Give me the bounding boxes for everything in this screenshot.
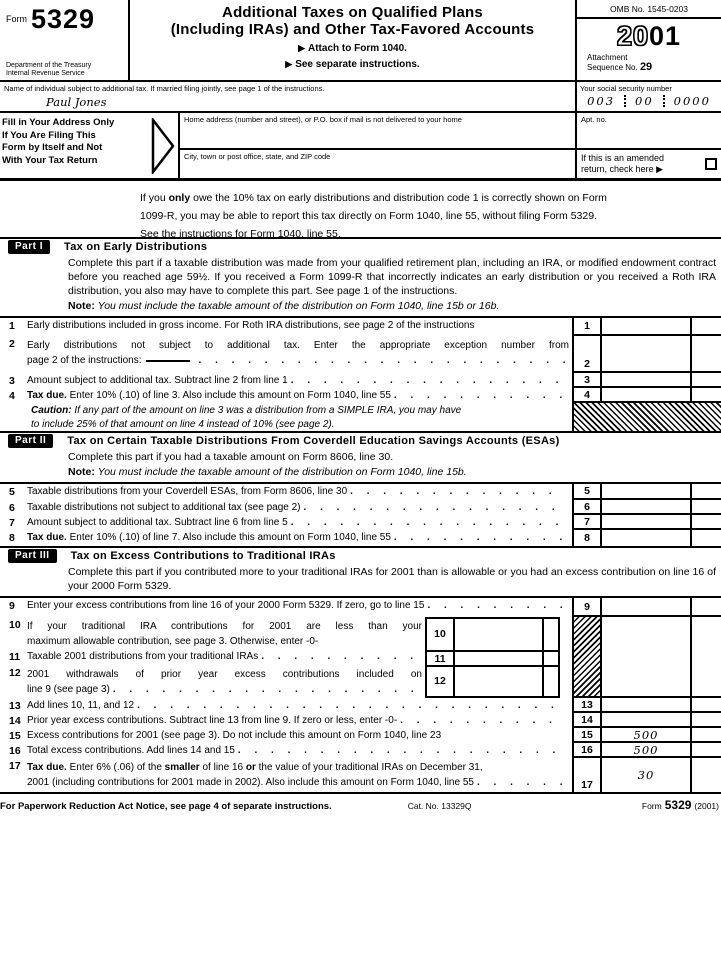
year-outline-digits: 20 [616,21,649,51]
line-number: 11 [9,651,21,663]
big-right-arrow-icon [151,118,175,174]
line-text: 2001 (including contributions for 2001 made in 2002). Also include this amount on Form 1040, line 55 [27,777,474,788]
omb-number: OMB No. 1545-0203 [577,0,721,19]
line-box-number: 2 [572,336,602,373]
line-box-number: 17 [572,758,602,792]
dotted-leader [400,715,566,726]
dotted-leader [137,700,566,711]
line-14-amount-field[interactable] [602,713,690,728]
line-number: 17 [9,760,21,772]
caution-row [0,403,721,431]
line-4-row [0,388,721,403]
line-16-cents-field[interactable] [690,743,721,758]
exception-number-blank[interactable] [146,353,190,362]
line-15-row [0,728,721,743]
line-text: Taxable distributions not subject to additional tax (see page 2) [27,502,301,513]
arrowhead-icon: ▶ [285,59,293,69]
line-text: Excess contributions for 2001 (see page 3). Do not include this amount on Form 1040, line 23 [27,730,442,741]
line-box-number: 6 [572,500,602,515]
line-6-row [0,500,721,515]
year-bold-digits: 01 [649,21,682,51]
part1-title: Tax on Early Distributions [64,240,208,253]
line-2-cents-field[interactable] [690,336,721,373]
dotted-leader [291,517,566,528]
line-box-number: 9 [572,598,602,617]
omb-year-block [575,0,721,80]
line-number: 13 [9,700,21,712]
department-line1: Department of the Treasury [6,62,92,69]
hatched-area [572,403,721,431]
part1-description: Complete this part if a taxable distribution was made from your qualified retirement plan, including an IRA, or modified endowment contract before you reached age 59½. If you received a Form 1099-R that incorrectly indicates an early distribution or you received a Roth IRA distribution, you also may have to complete this part. See page 1 of the instructions. Note: You must include the taxable amount of the distribution on Form 1040, line 15b or 16b. [0,254,721,318]
line-13-cents-field[interactable] [690,698,721,713]
form-number: 5329 [31,4,96,34]
line-number: 10 [9,619,21,631]
name-ssn-row [0,82,721,113]
line-3-cents-field[interactable] [690,373,721,388]
line-number: 3 [9,375,15,387]
line-6-cents-field[interactable] [690,500,721,515]
line-4-cents-field[interactable] [690,388,721,403]
line-7-row [0,515,721,530]
city-label: City, town or post office, state, and ZIP code [184,152,331,161]
line-text: maximum allowable contribution, see page 3. Otherwise, enter -0- [27,636,319,647]
line-number: 4 [9,390,15,402]
dotted-leader [394,532,566,543]
ssn-input[interactable]: 003 00 0000 [587,94,711,108]
line-text: page 2 of the instructions: [27,355,142,366]
dotted-leader [304,502,566,513]
ssn-label: Your social security number [580,84,672,93]
part2-description: Complete this part if you had a taxable amount on Form 8606, line 30. Note: You must include the taxable amount of the distribution on Form 1040, line 15b. [0,448,721,484]
line-text: Total excess contributions. Add lines 14 and 15 [27,745,235,756]
line-number: 9 [9,600,15,612]
form-title-line1: Additional Taxes on Qualified Plans [222,4,483,21]
line-8-row [0,530,721,546]
part3-header [0,546,721,563]
line-text: Amount subject to additional tax. Subtract line 6 from line 5 [27,517,288,528]
catalog-number: Cat. No. 13329Q [407,801,472,811]
line-box-number: 14 [572,713,602,728]
line-12-row [0,665,425,698]
name-field-block [0,82,575,111]
form-number-block [0,0,130,80]
line-box-number: 8 [572,530,602,546]
dotted-leader [238,745,566,756]
address-sidebar-note: Fill in Your Address Only If You Are Filing This Form by Itself and Not With Your Tax Return [0,113,178,178]
arrowhead-icon: ▶ [656,164,663,174]
lines-10-12-subtable [425,617,560,698]
ssn-block [575,82,721,111]
line-3-row [0,373,721,388]
hatched-number-column [572,617,602,698]
part3-title: Tax on Excess Contributions to Traditional IRAs [70,549,336,562]
line-15-cents-field[interactable] [690,728,721,743]
part2-title: Tax on Certain Taxable Distributions From Coverdell Education Savings Accounts (ESAs) [67,434,560,447]
line-number: 12 [9,667,21,679]
line-box-number: 15 [572,728,602,743]
dotted-leader [199,353,566,368]
form-word: Form [6,14,27,24]
part3-description: Complete this part if you contributed more to your traditional IRAs for 2001 than is allowable or you had an excess contribution on line 16 of your 2000 Form 5329. [0,563,721,598]
line-10-amount-field[interactable] [455,619,542,650]
city-state-zip-field[interactable] [180,150,575,178]
attach-instruction: ▶ Attach to Form 1040. [298,43,407,54]
line-number: 15 [9,730,21,742]
line-box-number: 16 [572,743,602,758]
home-address-label: Home address (number and street), or P.O. box if mail is not delivered to your home [184,115,462,124]
line-5-amount-field[interactable] [602,484,690,500]
line-11-row [0,649,425,665]
line-number: 2 [9,338,15,350]
line-12-amount-field[interactable] [455,667,542,696]
form-title-line2: (Including IRAs) and Other Tax-Favored Accounts [170,21,535,38]
dotted-leader [427,600,566,611]
line-1-amount-field[interactable] [602,318,690,336]
dotted-leader [394,390,566,401]
apt-label: Apt. no. [581,115,607,124]
line-10-row [0,617,425,649]
paperwork-notice: For Paperwork Reduction Act Notice, see page 4 of separate instructions. [0,801,332,812]
line-14-row [0,713,721,728]
empty-amount-area [602,617,690,698]
ssn-separator [663,95,665,107]
name-label: Name of individual subject to additional tax. If married filing jointly, see page 1 of the instructions. [4,84,325,93]
line-text: Prior year excess contributions. Subtract line 13 from line 9. If zero or less, enter -0- [27,715,398,726]
form-footer-id: Form 5329 (2001) [641,798,719,812]
form-header [0,0,721,82]
line-12-cents-field[interactable] [542,667,558,696]
line-box-number: 5 [572,484,602,500]
line-9-row [0,598,721,617]
line-15-amount-field[interactable]: 500 [602,728,690,743]
dotted-leader [113,682,419,697]
line-text: Early distributions not subject to additional tax. Enter the appropriate exception number from [27,340,569,351]
line-7-amount-field[interactable] [602,515,690,530]
dotted-leader [477,775,566,790]
line-text: Taxable distributions from your Coverdell ESAs, from Form 8606, line 30 [27,486,348,497]
address-block [0,113,721,181]
line-10-cents-field[interactable] [542,619,558,650]
amended-return-label: If this is an amended return, check here ▶ [581,153,665,174]
caution-text: Caution: If any part of the amount on line 3 was a distribution from a SIMPLE IRA, you may have to include 25% of that amount on line 4 instead of 10% (see page 2). [31,405,462,430]
line-number: 16 [9,745,21,757]
line-box-number: 11 [427,652,455,665]
arrowhead-icon: ▶ [298,43,305,53]
apt-amended-column [575,113,721,178]
line-9-cents-field[interactable] [690,598,721,617]
line-number: 8 [9,532,15,544]
line-8-cents-field[interactable] [690,530,721,546]
name-input[interactable]: Paul Jones [46,95,107,109]
part3-badge: Part III [8,549,57,563]
line-11-cents-field[interactable] [542,652,558,665]
line-16-row [0,743,721,758]
line-text: Taxable 2001 distributions from your traditional IRAs [27,651,259,662]
line-box-number: 10 [427,619,455,650]
ssn-separator [624,95,626,107]
empty-cents-area [690,617,721,698]
line-number: 5 [9,486,15,498]
line-text: Amount subject to additional tax. Subtract line 2 from line 1 [27,375,288,386]
line-17-cents-field[interactable] [690,758,721,792]
filing-notice: If you only owe the 10% tax on early distributions and distribution code 1 is correctly shown on Form 1099-R, you may be able to report this tax directly on Form 1040, line 55, without filing Form 5329. See the instructions for Form 1040, line 55. [140,192,607,240]
line-text: 2001 withdrawals of prior year excess contributions included on [27,669,422,680]
tax-year [577,21,721,51]
line-14-cents-field[interactable] [690,713,721,728]
line-text: line 9 (see page 3) [27,684,110,695]
line-5-row [0,484,721,500]
part1-badge: Part I [8,240,50,254]
form-footer [0,792,721,812]
line-text: Tax due. Enter 10% (.10) of line 7. Also include this amount on Form 1040, line 55 [27,532,391,543]
line-13-row [0,698,721,713]
department-block [6,62,124,78]
attachment-sequence: Attachment Sequence No. 29 [587,53,653,73]
line-1-cents-field[interactable] [690,318,721,336]
line-number: 14 [9,715,21,727]
line-text: Enter your excess contributions from line 16 of your 2000 Form 5329. If zero, go to line 15 [27,600,425,611]
line-4-amount-field[interactable] [602,388,690,403]
line-8-amount-field[interactable] [602,530,690,546]
dotted-leader [261,651,419,662]
address-fields [178,113,575,178]
line-17-amount-field[interactable]: 30 [637,768,655,782]
line-3-amount-field[interactable] [602,373,690,388]
line-box-number: 7 [572,515,602,530]
line-box-number: 4 [572,388,602,403]
amended-return-row [577,150,721,178]
line-number: 1 [9,320,15,332]
department-line2: Internal Revenue Service [6,70,85,77]
line-2-row [0,336,721,373]
line-box-number: 12 [427,667,455,696]
part1-header [0,237,721,254]
footer-form-number: 5329 [664,798,692,812]
home-address-field[interactable] [180,113,575,150]
line-text: If your traditional IRA contributions for 2001 are less than your [27,621,422,632]
dotted-leader [350,486,566,497]
lines-10-12-block [0,617,721,698]
line-text: Tax due. Enter 6% (.06) of the smaller of line 16 or the value of your traditional IRAs on December 31, [27,762,483,773]
line-7-cents-field[interactable] [690,515,721,530]
line-17-row [0,758,721,792]
apt-number-field[interactable] [577,113,721,150]
line-number: 6 [9,502,15,514]
form-title-block [130,0,575,80]
line-box-number: 1 [572,318,602,336]
see-instructions: ▶ See separate instructions. [285,59,420,70]
line-5-cents-field[interactable] [690,484,721,500]
amended-return-checkbox[interactable] [705,158,717,170]
line-text: Tax due. Enter 10% (.10) of line 3. Also include this amount on Form 1040, line 55 [27,390,391,401]
line-box-number: 13 [572,698,602,713]
dotted-leader [291,375,566,386]
line-box-number: 3 [572,373,602,388]
part2-header [0,431,721,448]
line-11-amount-field[interactable] [455,652,542,665]
sequence-number: 29 [639,60,653,73]
line-text: Add lines 10, 11, and 12 [27,700,135,711]
line-13-amount-field[interactable] [602,698,690,713]
line-9-amount-field[interactable] [602,598,690,617]
line-16-amount-field[interactable]: 500 [602,743,690,758]
line-number: 7 [9,517,15,529]
line-6-amount-field[interactable] [602,500,690,515]
line-1-row [0,318,721,336]
line-2-amount-field[interactable] [602,336,690,373]
part2-badge: Part II [8,434,53,448]
line-text: Early distributions included in gross income. For Roth IRA distributions, see page 2 of the instructions [27,320,475,331]
